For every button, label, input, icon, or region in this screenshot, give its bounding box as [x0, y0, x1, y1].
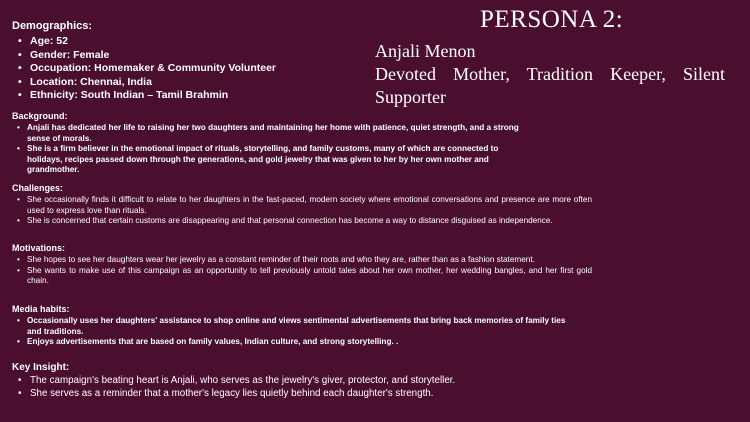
list-item: • She hopes to see her daughters wear her jewelry as a constant reminder of their roots and who they are, rather than as a fashion statement. [27, 255, 592, 266]
background-section [12, 111, 532, 176]
persona-title: PERSONA 2: [480, 6, 624, 33]
list-item: • She serves as a reminder that a mother's legacy lies quietly behind each daughter's strength. [30, 388, 612, 401]
media-habits-section [12, 304, 572, 348]
motivations-section [12, 243, 592, 287]
list-item: • She is a firm believer in the emotional impact of rituals, storytelling, and family customs, many of which are connected to holidays, recipes passed down through the generations, and gold jewelry that was given to her by her own mother and grandmother. [27, 144, 532, 176]
list-item: • Enjoys advertisements that are based on family values, Indian culture, and strong storytelling. . [27, 337, 572, 348]
key-insight-heading: Key Insight: [12, 362, 70, 373]
challenges-list [27, 195, 592, 227]
list-item: • Anjali has dedicated her life to raising her two daughters and maintaining her home with patience, quiet strength, and a strong sense of morals. [27, 123, 532, 144]
demographics-list [30, 35, 276, 103]
key-insight-section [12, 362, 612, 400]
demographics-section [12, 20, 276, 103]
demographics-ethnicity: • Ethnicity: South Indian – Tamil Brahmin [30, 89, 276, 103]
persona-tagline: Devoted Mother, Tradition Keeper, Silent Supporter [375, 64, 725, 107]
media-habits-heading: Media habits: [12, 304, 70, 314]
list-item: • She wants to make use of this campaign as an opportunity to tell previously untold tales about her own mother, her wedding bangles, and her first gold chain. [27, 266, 592, 287]
key-insight-list [30, 375, 612, 400]
list-item: • She occasionally finds it difficult to relate to her daughters in the fast-paced, modern society where emotional conversations and presence are more often used to express love than rituals. [27, 195, 592, 216]
persona-name: Anjali Menon [375, 41, 476, 61]
media-habits-list [27, 316, 572, 348]
motivations-heading: Motivations: [12, 243, 65, 253]
list-item: • She is concerned that certain customs are disappearing and that personal connection has become a way to distance disguised as independence. [27, 216, 592, 227]
challenges-section [12, 183, 592, 227]
background-heading: Background: [12, 111, 68, 121]
persona-header [375, 40, 725, 109]
demographics-occupation: • Occupation: Homemaker & Community Volunteer [30, 62, 276, 76]
background-list [27, 123, 532, 176]
demographics-gender: • Gender: Female [30, 49, 276, 63]
demographics-age: • Age: 52 [30, 35, 276, 49]
demographics-location: • Location: Chennai, India [30, 76, 276, 90]
list-item: • The campaign's beating heart is Anjali, who serves as the jewelry's giver, protector, and storyteller. [30, 375, 612, 388]
demographics-heading: Demographics: [12, 20, 93, 32]
motivations-list [27, 255, 592, 287]
list-item: • Occasionally uses her daughters' assistance to shop online and views sentimental advertisements that bring back memories of family ties and traditions. [27, 316, 572, 337]
challenges-heading: Challenges: [12, 183, 64, 193]
